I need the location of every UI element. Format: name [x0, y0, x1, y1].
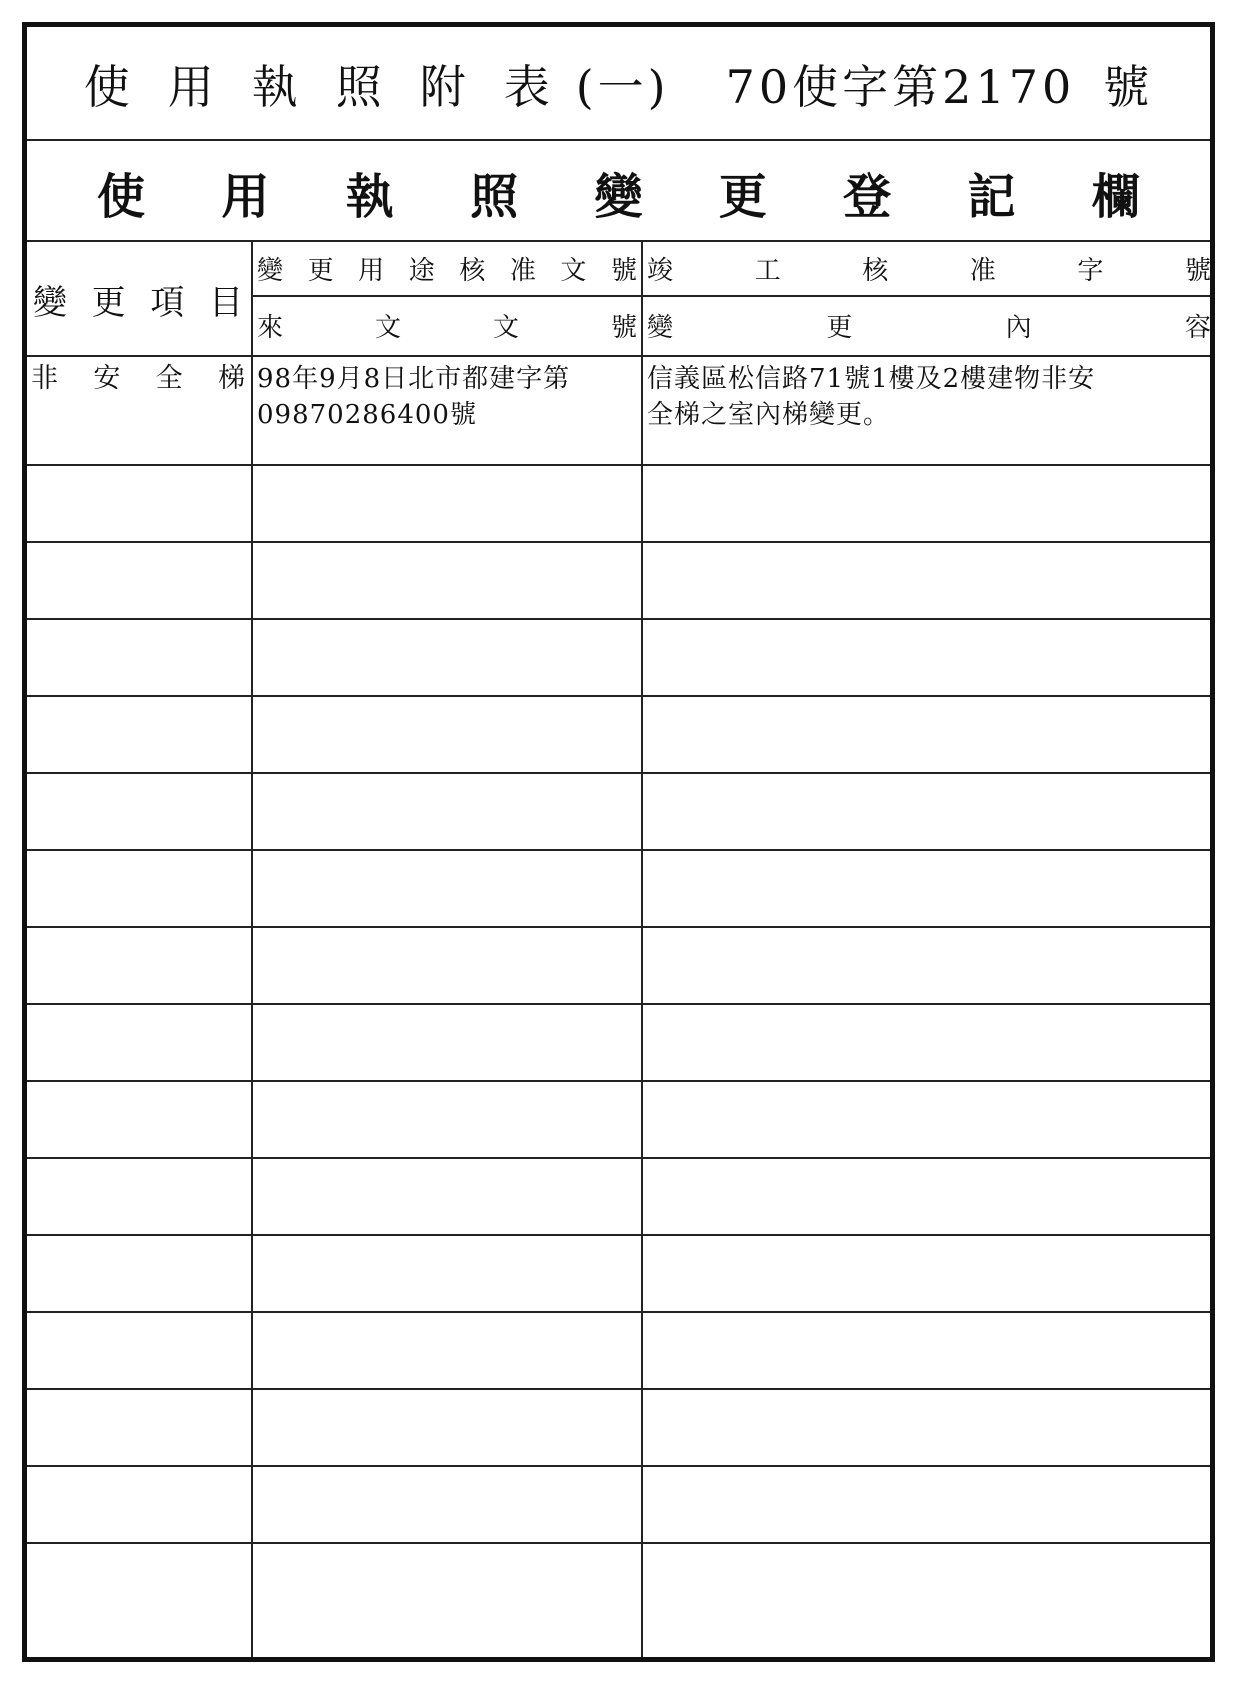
header-char: 項 [150, 283, 185, 323]
cell-char: 非 [31, 363, 58, 394]
header-char: 工 [754, 255, 781, 286]
subtitle-char: 登 [843, 168, 892, 225]
header-char: 內 [1005, 312, 1032, 343]
row-divider [27, 618, 1210, 620]
row-divider [27, 695, 1210, 697]
subtitle-char: 變 [594, 168, 643, 225]
title-char: 表 [503, 59, 554, 114]
row-divider [27, 1080, 1210, 1082]
cell-char: 全 [155, 363, 183, 394]
subtitle-char: 使 [97, 168, 146, 225]
row-divider [27, 1311, 1210, 1313]
subtitle-char: 執 [345, 168, 394, 225]
header-char: 號 [610, 312, 637, 343]
header-char: 更 [826, 312, 853, 343]
header-char: 更 [307, 255, 334, 286]
divider [27, 355, 1210, 357]
table-row-content [647, 361, 1215, 433]
header-char: 來 [257, 312, 284, 343]
column-header-approval-doc [253, 242, 641, 294]
form-title [27, 27, 1210, 140]
header-char: 字 [1077, 255, 1104, 286]
cell-char: 梯 [217, 363, 245, 394]
header-char: 號 [1184, 255, 1211, 286]
doc-line: 09870286400號 [257, 400, 477, 430]
header-char: 號 [610, 255, 637, 286]
header-char: 文 [492, 312, 519, 343]
subtitle-char: 欄 [1091, 168, 1140, 225]
header-char: 變 [647, 312, 674, 343]
row-divider [27, 772, 1210, 774]
header-char: 用 [358, 255, 385, 286]
header-char: 准 [509, 255, 536, 286]
register-form [22, 22, 1215, 1662]
column-divider [251, 240, 253, 1657]
column-header-completion [643, 242, 1215, 294]
title-char: 使 [83, 59, 134, 114]
column-header-item [27, 242, 251, 357]
row-divider [27, 1157, 1210, 1159]
content-line: 全梯之室內梯變更。 [647, 400, 891, 430]
table-row-doc-number [257, 361, 641, 433]
content-line: 信義區松信路71號1樓及2樓建物非安 [647, 364, 1096, 394]
subtitle-char: 用 [221, 168, 270, 225]
row-divider [27, 1234, 1210, 1236]
header-char: 途 [408, 255, 435, 286]
column-header-incoming-doc [253, 297, 641, 353]
table-row-item [31, 361, 245, 397]
form-subtitle [27, 142, 1210, 242]
row-divider [27, 464, 1210, 466]
subtitle-char: 更 [718, 168, 767, 225]
row-divider [27, 1465, 1210, 1467]
row-divider [27, 849, 1210, 851]
header-char: 變 [33, 283, 67, 323]
column-header-content [643, 297, 1215, 353]
cell-char: 安 [93, 363, 121, 394]
row-divider [27, 1388, 1210, 1390]
row-divider [27, 1542, 1210, 1544]
header-char: 變 [257, 255, 284, 286]
header-char: 文 [374, 312, 401, 343]
permit-number: 70使字第2170 [725, 59, 1076, 114]
doc-line: 98年9月8日北市都建字第 [257, 364, 571, 394]
row-divider [27, 541, 1210, 543]
title-char: 附 [419, 59, 470, 114]
title-char: 照 [335, 59, 386, 114]
header-char: 准 [969, 255, 996, 286]
column-divider [641, 240, 643, 1657]
header-char: 核 [459, 255, 486, 286]
title-suffix: 號 [1103, 59, 1154, 114]
subtitle-char: 記 [967, 168, 1016, 225]
divider [27, 139, 1210, 141]
title-char: (一) [575, 59, 670, 114]
title-char: 用 [167, 59, 218, 114]
header-char: 文 [560, 255, 587, 286]
title-char: 執 [251, 59, 302, 114]
header-char: 容 [1184, 312, 1211, 343]
row-divider [27, 1003, 1210, 1005]
header-char: 核 [862, 255, 889, 286]
header-char: 更 [91, 283, 126, 323]
header-char: 竣 [647, 255, 674, 286]
row-divider [27, 926, 1210, 928]
header-char: 目 [208, 283, 243, 323]
subtitle-char: 照 [470, 168, 519, 225]
